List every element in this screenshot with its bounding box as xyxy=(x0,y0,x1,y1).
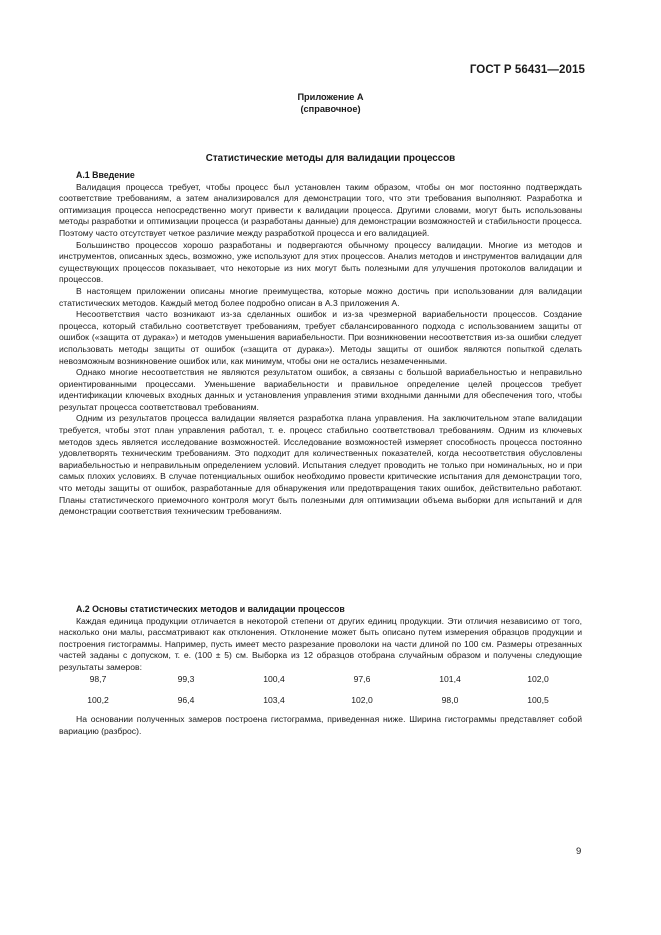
paragraph: Однако многие несоответствия не являются результатом ошибок, а связаны с большой вариабельностью и неправильно ориентированными процессами. Уменьшение вариабельности и правильное определение целей процессов требует идентификации ключевых входных данных и установления управления этими входными данными для обеспечения того, чтобы результат процесса соответствовал требованиям. xyxy=(59,367,582,412)
annex-title: Приложение А xyxy=(297,92,364,102)
measurements-table xyxy=(59,668,582,710)
section-closing xyxy=(59,714,582,737)
measurements-row xyxy=(59,668,582,689)
section-basics xyxy=(59,604,582,674)
measurement-value: 100,4 xyxy=(263,673,285,684)
measurement-value: 103,4 xyxy=(263,694,285,705)
measurement-value: 100,5 xyxy=(527,694,549,705)
page-number: 9 xyxy=(576,846,582,857)
measurement-value: 102,0 xyxy=(527,673,549,684)
measurement-value: 100,2 xyxy=(87,694,109,705)
measurement-value: 102,0 xyxy=(351,694,373,705)
section-introduction xyxy=(59,170,582,518)
paragraph: Каждая единица продукции отличается в некоторой степени от других единиц продукции. Эти отличия независимо от того, насколько они малы, рассматривают как отклонения. Отклонение может быть описано путем измерения образцов продукции и построения гистограммы. Например, пусть имеет место разрезание проволоки на части длиной по 100 см. Размеры отрезанных частей заданы с допуском, т. е. (100 ± 5) см. Выборка из 12 образцов отобрана случайным образом и получены следующие результаты замеров: xyxy=(59,615,582,672)
paragraph: Несоответствия часто возникают из-за сделанных ошибок и из-за чрезмерной вариабельности процессов. Создание процесса, который стабильно соответствует требованиям, требует сбалансированного подхода с использованием защиты от ошибок («защита от дурака») и методов уменьшения вариабельности. При возникновении несоответствия из-за ошибки следует использовать методы защиты от ошибок («защита от дурака»). Методы защиты от ошибок являются попыткой сделать невозможным возникновение ошибок или, как минимум, чтобы они не остались незамеченными. xyxy=(59,309,582,366)
paragraph: На основании полученных замеров построена гистограмма, приведенная ниже. Ширина гистограммы представляет собой вариацию (разброс). xyxy=(59,714,582,736)
paragraph: В настоящем приложении описаны многие преимущества, которые можно достичь при использовании для валидации статистических методов. Каждый метод более подробно описан в А.3 приложения А. xyxy=(59,285,582,308)
measurement-value: 96,4 xyxy=(177,694,195,705)
measurement-value: 97,6 xyxy=(353,673,371,684)
section-heading: А.2 Основы статистических методов и валидации процессов xyxy=(76,604,345,614)
measurement-value: 99,3 xyxy=(177,673,195,684)
section-heading: А.1 Введение xyxy=(76,170,135,180)
annex-subtitle: (справочное) xyxy=(300,104,361,114)
measurements-row xyxy=(59,689,582,710)
paragraph: Большинство процессов хорошо разработаны и подвергаются обычному процессу валидации. Многие из методов и инструментов, описанных здесь, возможно, уже используют для этих процессов. Анализ методов и инструментов валидации для существующих процессов показывает, что некоторые из них могут быть полезными для улучшения протоколов валидации и процессов. xyxy=(59,239,582,285)
paragraph: Валидация процесса требует, чтобы процесс был установлен таким образом, чтобы он мог постоянно подтверждать соответствие требованиям, а затем анализировался для демонстрации того, что эти требования выполняют. Разработка и оптимизация процесса непосредственно могут привести к валидации процесса. Другими словами, могут быть использованы методы разработки и оптимизации процесса (и разработаны данные) для демонстрации возможностей и стабильности процесса. Поэтому часто отсутствует четкое различие между разработкой процесса и его валидацией. xyxy=(59,181,582,238)
measurement-value: 98,0 xyxy=(441,694,459,705)
paragraph: Одним из результатов процесса валидации является разработка плана управления. На заключительном этапе валидации требуется, чтобы этот план управления работал, т. е. процесс стабильно соответствовал требованиям. Одним из ключевых методов здесь является исследование возможностей. Исследование возможностей измеряет способность процесса постоянно удовлетворять техническим требованиям. Это подходит для количественных показателей, когда несоответствия обусловлены вариабельностью и неправильным определением условий. Испытания следует проводить не только при номинальных, но и при самых плохих условиях. В случае потенциальных ошибок необходимо провести критические испытания для демонстрации того, что методы защиты от ошибок, разработанные для обнаружения или предотвращения таких ошибок, действительно работают. Планы статистического приемочного контроля могут быть полезными для оптимизации объема выборки для испытаний и для демонстрации соответствия техническим требованиям. xyxy=(59,413,582,517)
standard-number: ГОСТ Р 56431—2015 xyxy=(469,64,585,76)
measurement-value: 98,7 xyxy=(89,673,107,684)
measurement-value: 101,4 xyxy=(439,673,461,684)
document-title: Статистические методы для валидации процессов xyxy=(205,153,456,164)
